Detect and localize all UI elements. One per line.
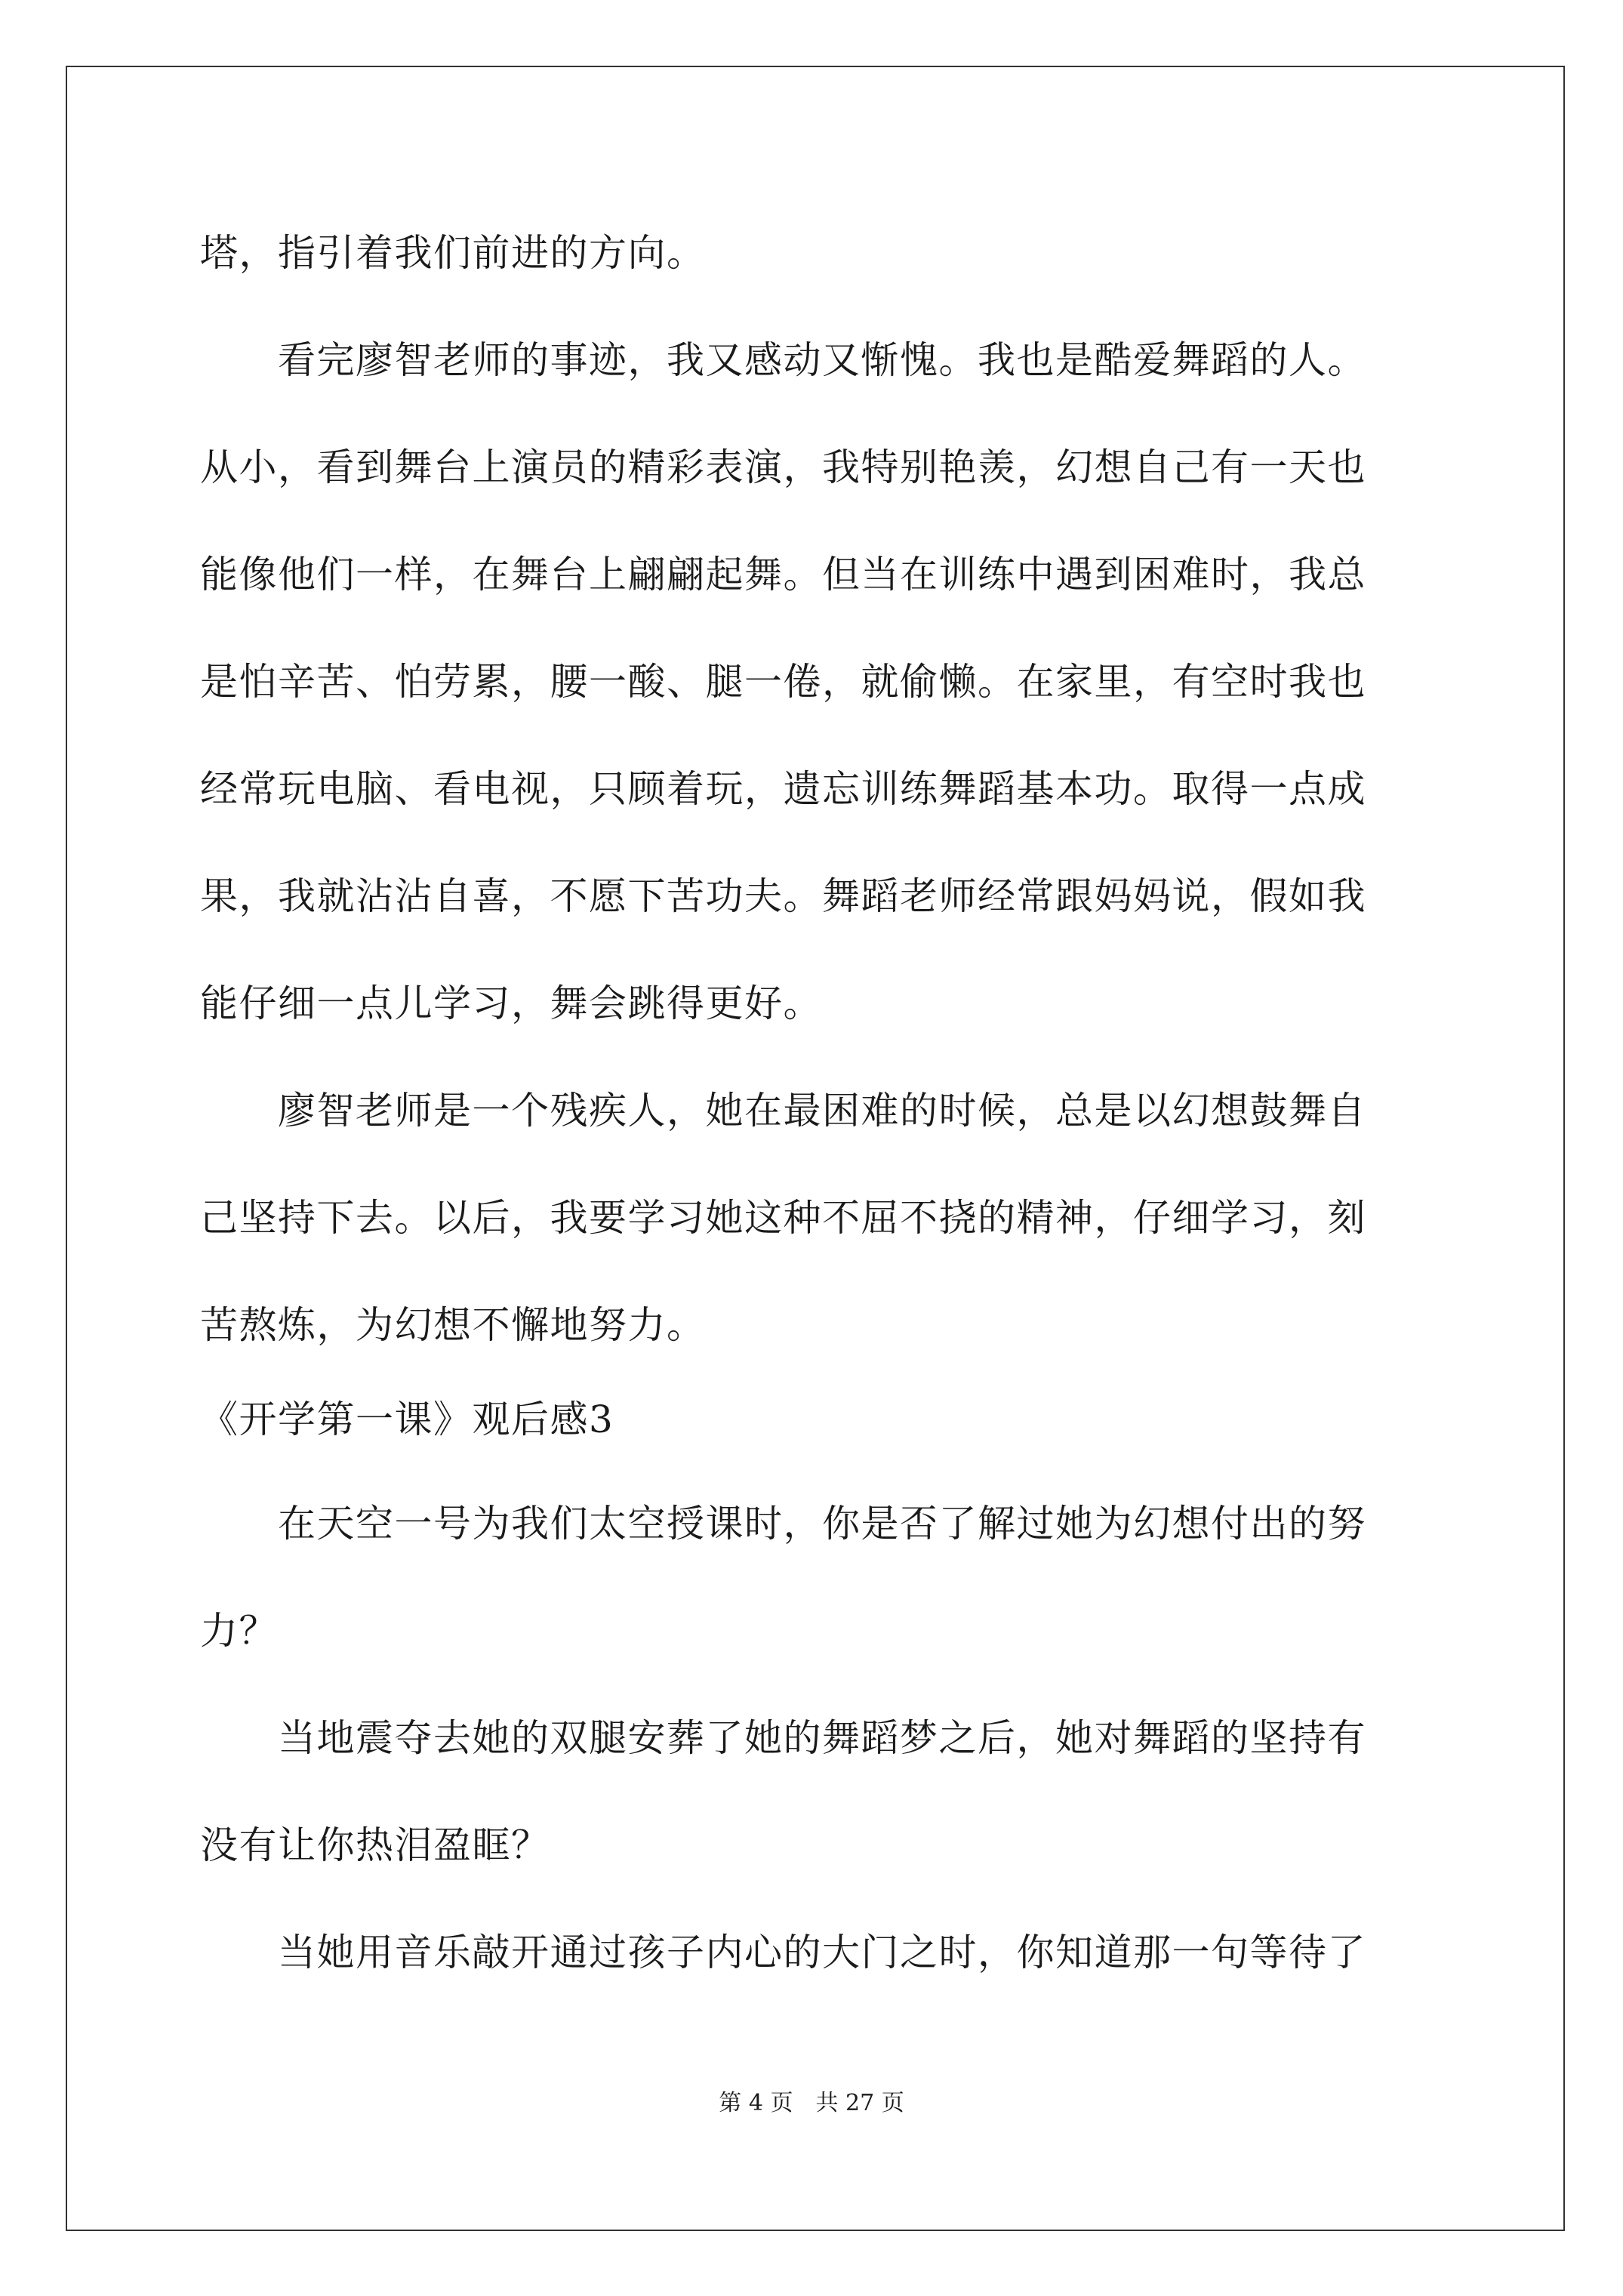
text-line: 经常玩电脑、看电视，只顾着玩，遗忘训练舞蹈基本功。取得一点成 (200, 767, 1366, 811)
paragraph-line: 在天空一号为我们太空授课时，你是否了解过她为幻想付出的努 (200, 1502, 1366, 1546)
text-line: 没有让你热泪盈眶？ (200, 1823, 550, 1867)
paragraph-line: 看完廖智老师的事迹，我又感动又惭愧。我也是酷爱舞蹈的人。 (200, 338, 1366, 382)
text-line: 力？ (200, 1609, 278, 1653)
paragraph-line: 当她用音乐敲开通过孩子内心的大门之时，你知道那一句等待了 (200, 1931, 1366, 1974)
text-line: 能像他们一样，在舞台上翩翩起舞。但当在训练中遇到困难时，我总 (200, 553, 1366, 596)
text-line: 己坚持下去。以后，我要学习她这种不屈不挠的精神，仔细学习，刻 (200, 1196, 1366, 1240)
text-line: 苦熬炼，为幻想不懈地努力。 (200, 1303, 706, 1347)
page-number: 第 4 页 共 27 页 (719, 2090, 904, 2116)
paragraph-line: 廖智老师是一个残疾人，她在最困难的时候，总是以幻想鼓舞自 (200, 1089, 1366, 1133)
page-border (66, 66, 1565, 2231)
text-line: 果，我就沾沾自喜，不愿下苦功夫。舞蹈老师经常跟妈妈说，假如我 (200, 874, 1366, 918)
text-line: 塔，指引着我们前进的方向。 (200, 231, 706, 275)
text-line: 从小，看到舞台上演员的精彩表演，我特别艳羡，幻想自己有一天也 (200, 445, 1366, 489)
text-line: 能仔细一点儿学习，舞会跳得更好。 (200, 982, 822, 1025)
text-line: 是怕辛苦、怕劳累，腰一酸、腿一倦，就偷懒。在家里，有空时我也 (200, 660, 1366, 704)
paragraph-line: 当地震夺去她的双腿安葬了她的舞蹈梦之后，她对舞蹈的坚持有 (200, 1716, 1366, 1760)
section-heading: 《开学第一课》观后感3 (200, 1398, 614, 1441)
